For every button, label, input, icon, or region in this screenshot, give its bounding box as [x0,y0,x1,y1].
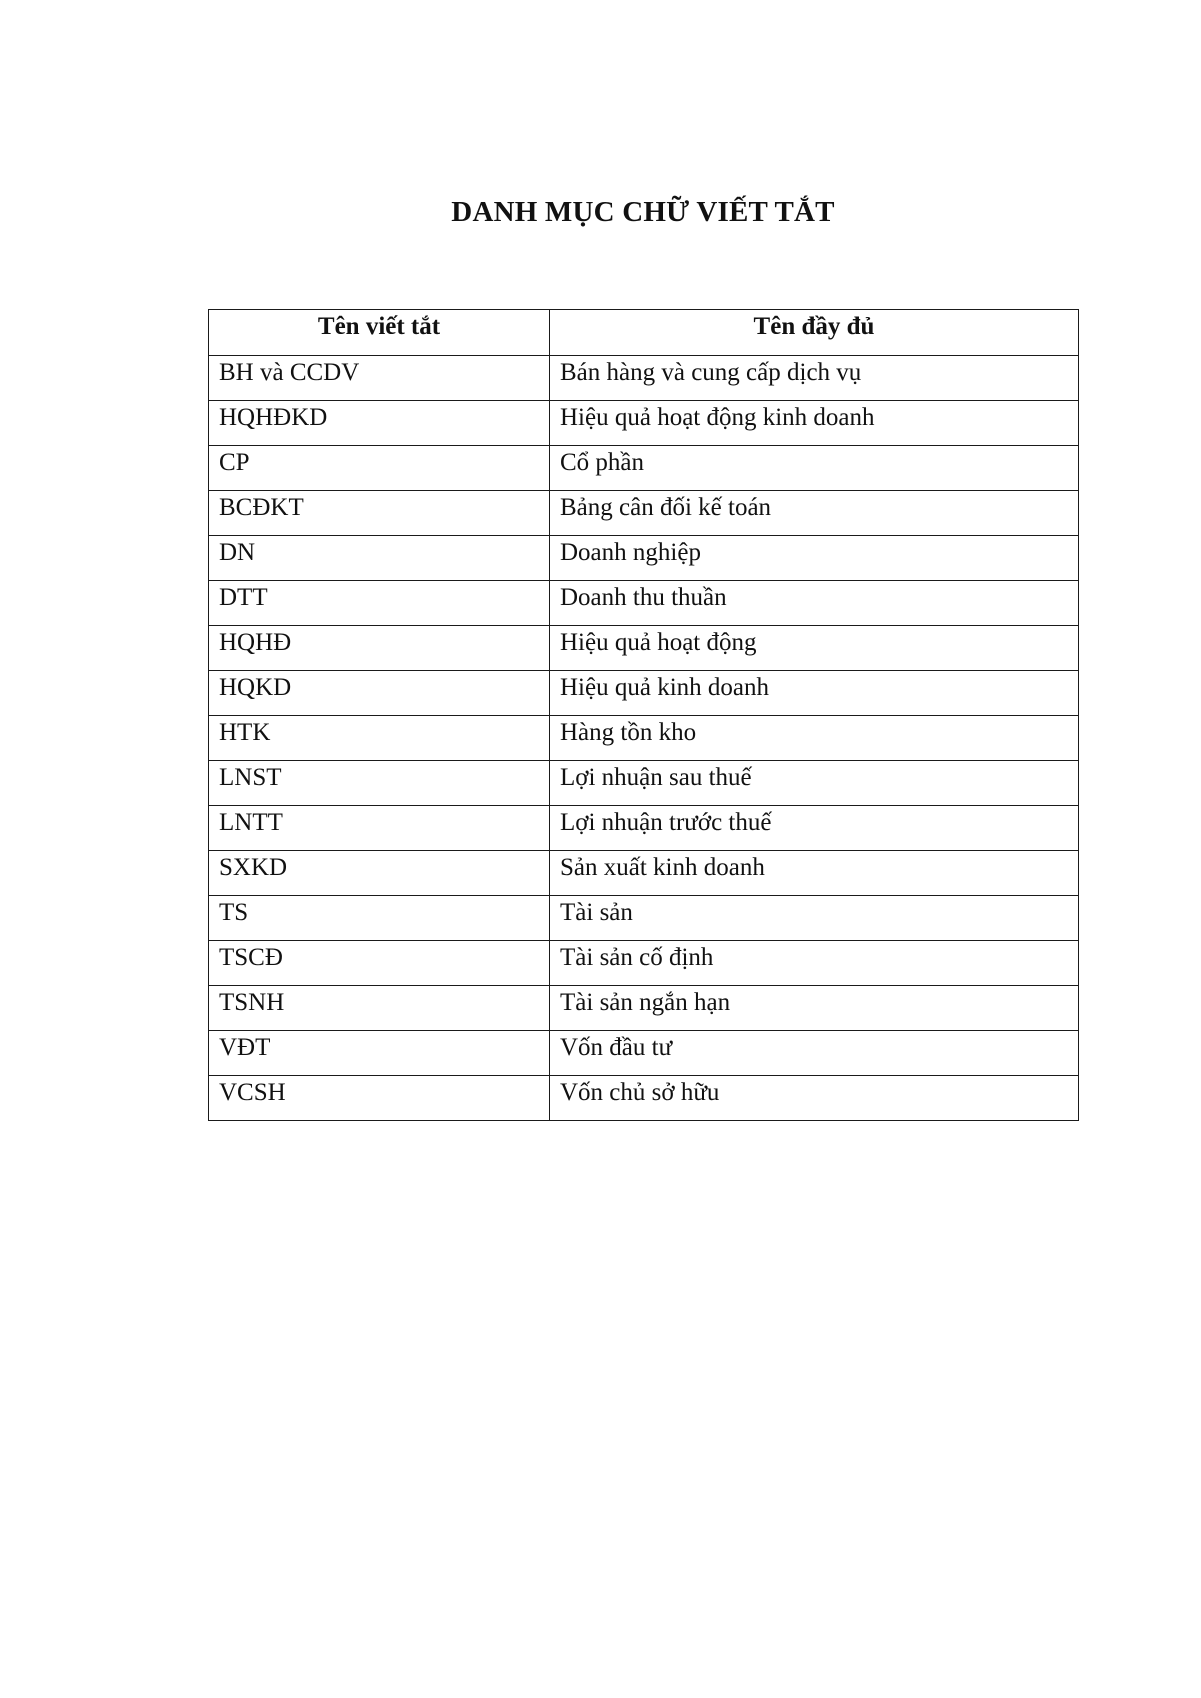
table-row [209,941,1079,986]
abbreviation-cell: HQKD [209,671,550,716]
abbreviation-cell: DN [209,536,550,581]
full-name-cell: Lợi nhuận trước thuế [550,806,1079,851]
table-row [209,626,1079,671]
abbreviation-cell: HQHĐKD [209,401,550,446]
full-name-cell: Lợi nhuận sau thuế [550,761,1079,806]
table-row [209,581,1079,626]
table-row [209,1076,1079,1121]
table-row [209,986,1079,1031]
table-row [209,671,1079,716]
full-name-cell: Tài sản [550,896,1079,941]
full-name-cell: Bảng cân đối kế toán [550,491,1079,536]
abbreviation-cell: HQHĐ [209,626,550,671]
table-header-row [209,310,1079,356]
full-name-cell: Bán hàng và cung cấp dịch vụ [550,356,1079,401]
page-title: DANH MỤC CHỮ VIẾT TẮT [451,196,835,228]
full-name-cell: Sản xuất kinh doanh [550,851,1079,896]
abbreviation-cell: VCSH [209,1076,550,1121]
abbreviation-cell: CP [209,446,550,491]
abbreviation-cell: TSCĐ [209,941,550,986]
table-row [209,896,1079,941]
abbreviation-cell: TSNH [209,986,550,1031]
abbreviation-cell: BH và CCDV [209,356,550,401]
full-name-cell: Tài sản ngắn hạn [550,986,1079,1031]
full-name-cell: Cổ phần [550,446,1079,491]
table-row [209,806,1079,851]
full-name-cell: Vốn chủ sở hữu [550,1076,1079,1121]
table-row [209,536,1079,581]
table-row [209,401,1079,446]
table-row [209,491,1079,536]
full-name-cell: Hàng tồn kho [550,716,1079,761]
full-name-cell: Hiệu quả hoạt động kinh doanh [550,401,1079,446]
table-row [209,851,1079,896]
table-row [209,1031,1079,1076]
full-name-cell: Hiệu quả hoạt động [550,626,1079,671]
abbreviation-cell: VĐT [209,1031,550,1076]
table-row [209,356,1079,401]
abbreviation-cell: SXKD [209,851,550,896]
table-body [209,356,1079,1121]
abbreviation-cell: LNTT [209,806,550,851]
full-name-cell: Doanh thu thuần [550,581,1079,626]
table-row [209,761,1079,806]
header-abbreviation: Tên viết tắt [209,310,550,356]
full-name-cell: Hiệu quả kinh doanh [550,671,1079,716]
full-name-cell: Tài sản cố định [550,941,1079,986]
full-name-cell: Vốn đầu tư [550,1031,1079,1076]
full-name-cell: Doanh nghiệp [550,536,1079,581]
abbreviation-cell: LNST [209,761,550,806]
header-full-name: Tên đầy đủ [550,310,1079,356]
abbreviation-cell: BCĐKT [209,491,550,536]
abbreviation-table [208,309,1079,1121]
abbreviation-cell: DTT [209,581,550,626]
table-row [209,446,1079,491]
table-row [209,716,1079,761]
abbreviation-cell: HTK [209,716,550,761]
abbreviation-cell: TS [209,896,550,941]
